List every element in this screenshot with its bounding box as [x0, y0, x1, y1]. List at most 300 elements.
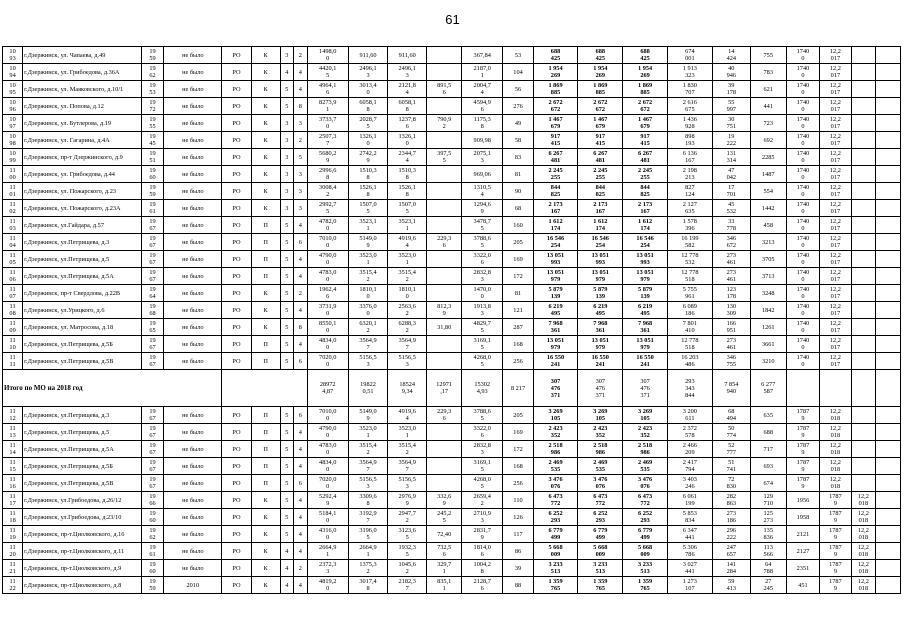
table-cell: 1740 0: [786, 115, 820, 132]
table-cell: 1 869 885: [623, 81, 668, 98]
total-cell: 8 217: [503, 370, 533, 407]
table-cell: 4268,0 5: [462, 475, 503, 492]
table-cell: 6 779 499: [533, 526, 578, 543]
table-cell: 10 94: [3, 64, 23, 81]
table-cell: 5: [294, 149, 307, 166]
address-cell: г.Дзержинск, ул. Пожарского, д.23А: [23, 200, 142, 217]
table-cell: 126: [503, 509, 533, 526]
table-cell: [876, 577, 901, 594]
table-cell: 2128,7 6: [462, 577, 503, 594]
table-cell: 1 578 396: [667, 217, 712, 234]
table-cell: 3523,0 1: [388, 424, 427, 441]
table-cell: 12,2 017: [820, 319, 851, 336]
table-cell: 4: [294, 492, 307, 509]
table-cell: 2004,7 4: [462, 81, 503, 98]
table-cell: 19 67: [141, 424, 163, 441]
table-cell: 6: [294, 234, 307, 251]
table-cell: 12,2 017: [820, 251, 851, 268]
table-cell: 273 461: [712, 251, 750, 268]
address-cell: г.Дзержинск, ул. Пожарского, д.23: [23, 183, 142, 200]
table-cell: 5 306 786: [667, 543, 712, 560]
table-cell: 1487: [750, 166, 786, 183]
table-cell: 7 801 410: [667, 319, 712, 336]
table-row: [3, 441, 901, 458]
table-cell: 11 14: [3, 441, 23, 458]
table-cell: 1294,6 9: [462, 200, 503, 217]
table-cell: 10 98: [3, 132, 23, 149]
table-cell: не было: [164, 132, 222, 149]
address-cell: г.Дзержинск, ул. Попова, д.12: [23, 98, 142, 115]
table-cell: РО: [222, 115, 251, 132]
address-cell: г.Дзержинск, пр-т Дзержинского, д.9: [23, 149, 142, 166]
table-cell: 1740 0: [786, 285, 820, 302]
table-row: [3, 475, 901, 492]
table-cell: 68 494: [712, 407, 750, 424]
table-cell: [876, 132, 901, 149]
table-cell: К: [251, 132, 280, 149]
table-cell: [851, 302, 876, 319]
address-cell: г.Дзержинск, ул.Урицкого, д.6: [23, 302, 142, 319]
table-cell: не было: [164, 475, 222, 492]
table-cell: 6288,3 2: [388, 319, 427, 336]
table-cell: 282 863: [712, 492, 750, 509]
table-cell: 4783,0 0: [307, 268, 348, 285]
table-cell: 3713: [750, 268, 786, 285]
table-cell: 1 359 765: [623, 577, 668, 594]
table-cell: 3: [280, 166, 293, 183]
table-cell: 4: [294, 526, 307, 543]
table-cell: 81: [503, 285, 533, 302]
table-cell: 1787 9: [786, 475, 820, 492]
table-cell: 11 16: [3, 475, 23, 492]
table-row: [3, 217, 901, 234]
table-cell: 3192,9 7: [348, 509, 387, 526]
table-cell: 4: [294, 577, 307, 594]
table-cell: 2 245 255: [533, 166, 578, 183]
table-cell: 3 476 076: [533, 475, 578, 492]
table-cell: 130 309: [712, 302, 750, 319]
table-cell: 6 473 772: [578, 492, 623, 509]
table-cell: 1787 9: [820, 492, 851, 509]
table-cell: 5: [280, 302, 293, 319]
table-cell: не было: [164, 268, 222, 285]
table-cell: 68: [503, 200, 533, 217]
table-cell: 19 67: [141, 336, 163, 353]
table-cell: 2: [294, 560, 307, 577]
table-cell: 5: [280, 336, 293, 353]
table-cell: 909,98: [462, 132, 503, 149]
table-cell: не было: [164, 81, 222, 98]
table-row: [3, 183, 901, 200]
table-cell: 11 03: [3, 217, 23, 234]
table-cell: 911,60: [388, 47, 427, 64]
table-cell: 12,2 017: [820, 115, 851, 132]
table-cell: [876, 268, 901, 285]
table-cell: [876, 166, 901, 183]
table-cell: П: [251, 353, 280, 370]
table-cell: РО: [222, 509, 251, 526]
table-cell: 7 968 361: [578, 319, 623, 336]
table-cell: [876, 234, 901, 251]
table-cell: 110: [503, 492, 533, 509]
table-cell: 6 347 441: [667, 526, 712, 543]
table-cell: 898 193: [667, 132, 712, 149]
table-cell: 3169,1 5: [462, 458, 503, 475]
table-row: [3, 424, 901, 441]
table-cell: 3: [280, 149, 293, 166]
table-cell: [427, 268, 462, 285]
table-cell: 2 173 167: [623, 200, 668, 217]
table-cell: [876, 526, 901, 543]
table-cell: 5184,1 0: [307, 509, 348, 526]
table-cell: 1787 9: [820, 526, 851, 543]
table-cell: 12,2 017: [820, 302, 851, 319]
table-cell: 1740 0: [786, 268, 820, 285]
table-cell: 4919,6 4: [388, 407, 427, 424]
table-cell: 129 710: [750, 492, 786, 509]
table-cell: 1787 9: [820, 577, 851, 594]
table-cell: [427, 353, 462, 370]
table-cell: [876, 149, 901, 166]
table-cell: 3 476 076: [623, 475, 668, 492]
table-cell: 2 173 167: [533, 200, 578, 217]
table-cell: 247 657: [712, 543, 750, 560]
table-cell: 332,6 9: [427, 492, 462, 509]
table-cell: [876, 492, 901, 509]
table-cell: [876, 200, 901, 217]
table-cell: 917 415: [533, 132, 578, 149]
table-cell: 2496,1 3: [388, 64, 427, 81]
table-cell: 1810,1 0: [388, 285, 427, 302]
table-cell: РО: [222, 64, 251, 81]
table-cell: РО: [222, 132, 251, 149]
table-cell: РО: [222, 302, 251, 319]
table-cell: К: [251, 302, 280, 319]
table-cell: 2 173 167: [578, 200, 623, 217]
table-cell: 3: [280, 47, 293, 64]
table-cell: 2742,2 9: [348, 149, 387, 166]
table-cell: не было: [164, 149, 222, 166]
table-cell: 8273,9 1: [307, 98, 348, 115]
table-cell: 11 11: [3, 353, 23, 370]
table-cell: 1 467 679: [578, 115, 623, 132]
table-cell: 6058,1 8: [388, 98, 427, 115]
table-body-2017: [3, 47, 901, 370]
page-number: 61: [445, 12, 460, 27]
table-cell: 3733,7 0: [307, 115, 348, 132]
table-cell: 5680,2 9: [307, 149, 348, 166]
table-cell: 5292,4 9: [307, 492, 348, 509]
table-cell: 4964,1 6: [307, 81, 348, 98]
table-cell: 12,2 018: [851, 509, 876, 526]
table-cell: 1310,5 4: [462, 183, 503, 200]
table-cell: К: [251, 285, 280, 302]
table-cell: П: [251, 336, 280, 353]
table-cell: 2996,6 8: [307, 166, 348, 183]
table-row: [3, 302, 901, 319]
table-cell: 1740 0: [786, 251, 820, 268]
table-cell: 11 22: [3, 577, 23, 594]
table-cell: 3 233 513: [623, 560, 668, 577]
table-cell: 6 219 495: [623, 302, 668, 319]
table-cell: 1 612 174: [623, 217, 668, 234]
total-cell: 28972 4,87: [307, 370, 348, 407]
table-cell: 5 879 139: [533, 285, 578, 302]
table-cell: 3564,9 7: [388, 458, 427, 475]
table-cell: 1175,3 8: [462, 115, 503, 132]
table-row: [3, 149, 901, 166]
table-cell: 17 701: [712, 183, 750, 200]
total-cell: 293 343 844: [667, 370, 712, 407]
table-cell: 166 951: [712, 319, 750, 336]
table-cell: 5156,5 3: [388, 475, 427, 492]
table-cell: 1237,8 6: [388, 115, 427, 132]
table-cell: К: [251, 509, 280, 526]
table-cell: 4: [280, 577, 293, 594]
table-cell: 2 518 986: [623, 441, 668, 458]
table-row: [3, 234, 901, 251]
table-cell: 229,3 6: [427, 234, 462, 251]
table-cell: 135 836: [750, 526, 786, 543]
table-cell: 635: [750, 407, 786, 424]
table-cell: 19 59: [141, 577, 163, 594]
table-cell: 3523,0 1: [348, 424, 387, 441]
table-cell: 12,2 018: [820, 458, 851, 475]
table-cell: 16 546 254: [623, 234, 668, 251]
table-cell: 1470,0 0: [462, 285, 503, 302]
table-cell: не было: [164, 526, 222, 543]
table-cell: 1842: [750, 302, 786, 319]
table-cell: 329,7 1: [427, 560, 462, 577]
table-cell: 6: [294, 407, 307, 424]
address-cell: г.Дзержинск, пр-т.Циолковского, д.16: [23, 526, 142, 543]
table-cell: 5: [280, 285, 293, 302]
table-cell: [851, 81, 876, 98]
table-cell: 2659,4 2: [462, 492, 503, 509]
table-cell: 2 469 535: [623, 458, 668, 475]
table-cell: 1740 0: [786, 166, 820, 183]
table-cell: 1740 0: [786, 81, 820, 98]
table-cell: 11 18: [3, 509, 23, 526]
table-cell: не было: [164, 98, 222, 115]
table-cell: 3515,4 2: [388, 268, 427, 285]
table-cell: 19 62: [141, 526, 163, 543]
address-cell: г.Дзержинск, ул.Петрищева, д.5: [23, 251, 142, 268]
table-cell: 3196,0 5: [348, 526, 387, 543]
table-cell: 1787 9: [820, 560, 851, 577]
table-cell: 1 869 885: [578, 81, 623, 98]
table-cell: 2127: [786, 543, 820, 560]
address-cell: г.Дзержинск, пр-т.Циолковского, д.11: [23, 543, 142, 560]
table-cell: 172: [503, 268, 533, 285]
table-cell: 5: [280, 98, 293, 115]
table-cell: 1510,3 8: [348, 166, 387, 183]
table-cell: [876, 543, 901, 560]
table-cell: РО: [222, 285, 251, 302]
table-cell: 205: [503, 407, 533, 424]
table-cell: 3: [294, 166, 307, 183]
table-cell: не было: [164, 424, 222, 441]
table-cell: 4829,7 5: [462, 319, 503, 336]
table-cell: 3788,6 5: [462, 234, 503, 251]
table-row: [3, 407, 901, 424]
table-cell: 969,06: [462, 166, 503, 183]
table-cell: 2563,6 2: [388, 302, 427, 319]
total-cell: 307 476 371: [623, 370, 668, 407]
table-cell: К: [251, 115, 280, 132]
table-cell: 16 550 241: [533, 353, 578, 370]
table-cell: 11 00: [3, 166, 23, 183]
table-cell: 1787 9: [786, 458, 820, 475]
table-cell: 7010,0 0: [307, 234, 348, 251]
table-cell: 10 96: [3, 98, 23, 115]
table-cell: 3017,4 8: [348, 577, 387, 594]
table-cell: 1787 9: [786, 424, 820, 441]
table-cell: 19 55: [141, 115, 163, 132]
table-cell: 2 518 986: [578, 441, 623, 458]
table-cell: 19 65: [141, 319, 163, 336]
table-cell: 2075,1 3: [462, 149, 503, 166]
table-cell: 256: [503, 353, 533, 370]
table-cell: 3169,1 5: [462, 336, 503, 353]
table-cell: [876, 475, 901, 492]
table-cell: 19 60: [141, 560, 163, 577]
table-cell: 5: [280, 526, 293, 543]
table-cell: [876, 407, 901, 424]
table-cell: 4: [280, 543, 293, 560]
table-cell: 19 61: [141, 200, 163, 217]
table-cell: 441: [750, 98, 786, 115]
table-cell: 835,1 1: [427, 577, 462, 594]
table-cell: 11 19: [3, 526, 23, 543]
table-cell: [427, 424, 462, 441]
table-cell: 911,60: [348, 47, 387, 64]
table-cell: 5: [280, 475, 293, 492]
table-cell: 5 755 961: [667, 285, 712, 302]
table-cell: 2 423 352: [578, 424, 623, 441]
table-cell: 755: [750, 47, 786, 64]
table-cell: 6 252 293: [578, 509, 623, 526]
table-cell: [851, 353, 876, 370]
table-cell: 3248: [750, 285, 786, 302]
table-cell: [851, 217, 876, 234]
table-cell: 2285: [750, 149, 786, 166]
table-cell: 11 07: [3, 285, 23, 302]
table-cell: 19 67: [141, 407, 163, 424]
table-cell: 4783,0 0: [307, 441, 348, 458]
table-cell: [427, 98, 462, 115]
address-cell: г.Дзержинск, ул. Бутлерова, д.19: [23, 115, 142, 132]
table-cell: [851, 115, 876, 132]
table-body-2018: [3, 407, 901, 594]
table-cell: 1 436 928: [667, 115, 712, 132]
table-cell: 4790,0 0: [307, 251, 348, 268]
table-cell: 19 67: [141, 458, 163, 475]
address-cell: г.Дзержинск, ул.Петрищева, д.5Б: [23, 336, 142, 353]
table-cell: 1740 0: [786, 183, 820, 200]
table-cell: 2 198 213: [667, 166, 712, 183]
table-cell: 1787 9: [786, 441, 820, 458]
table-cell: 1 869 885: [533, 81, 578, 98]
table-cell: 4268,0 5: [462, 353, 503, 370]
table-cell: 1740 0: [786, 200, 820, 217]
table-cell: 5: [280, 268, 293, 285]
table-cell: 844 825: [623, 183, 668, 200]
table-cell: 12,2 017: [820, 81, 851, 98]
table-cell: 19 67: [141, 353, 163, 370]
address-cell: г.Дзержинск, ул.Петрищева, д.3: [23, 234, 142, 251]
table-cell: К: [251, 183, 280, 200]
table-cell: 40 946: [712, 64, 750, 81]
table-cell: 33 778: [712, 217, 750, 234]
table-cell: 6 473 772: [623, 492, 668, 509]
table-cell: 39 178: [712, 81, 750, 98]
table-cell: 13 051 979: [578, 336, 623, 353]
table-cell: 812,3 9: [427, 302, 462, 319]
table-cell: 6 267 481: [533, 149, 578, 166]
table-cell: 1261: [750, 319, 786, 336]
table-cell: РО: [222, 183, 251, 200]
table-cell: не было: [164, 353, 222, 370]
table-cell: [427, 64, 462, 81]
table-cell: 3: [280, 132, 293, 149]
table-cell: 346 755: [712, 353, 750, 370]
table-cell: 19 59: [141, 47, 163, 64]
table-cell: РО: [222, 407, 251, 424]
table-row: [3, 81, 901, 98]
table-cell: 2: [294, 132, 307, 149]
table-cell: [851, 183, 876, 200]
table-cell: К: [251, 81, 280, 98]
table-cell: 49: [503, 115, 533, 132]
table-cell: 717: [750, 441, 786, 458]
table-cell: РО: [222, 560, 251, 577]
table-cell: 3 233 513: [533, 560, 578, 577]
table-cell: 19 60: [141, 166, 163, 183]
table-cell: 276: [503, 98, 533, 115]
table-cell: 1740 0: [786, 98, 820, 115]
table-cell: 16 203 486: [667, 353, 712, 370]
table-cell: 12,2 018: [851, 577, 876, 594]
table-cell: 2947,7 2: [388, 509, 427, 526]
table-cell: 11 01: [3, 183, 23, 200]
table-cell: 5 668 009: [533, 543, 578, 560]
table-cell: П: [251, 475, 280, 492]
table-cell: 2976,9 9: [388, 492, 427, 509]
table-cell: 1740 0: [786, 217, 820, 234]
table-cell: 1 467 679: [533, 115, 578, 132]
table-cell: 5: [280, 81, 293, 98]
table-cell: РО: [222, 458, 251, 475]
table-cell: 205: [503, 234, 533, 251]
table-cell: 3564,9 7: [348, 458, 387, 475]
table-cell: [427, 200, 462, 217]
table-cell: 1740 0: [786, 132, 820, 149]
table-cell: 1326,1 0: [348, 132, 387, 149]
table-cell: 7020,0 0: [307, 475, 348, 492]
table-cell: РО: [222, 166, 251, 183]
table-cell: 8550,1 0: [307, 319, 348, 336]
table-cell: [851, 424, 876, 441]
table-row: [3, 353, 901, 370]
table-cell: [851, 132, 876, 149]
table-cell: 131 314: [712, 149, 750, 166]
table-cell: 621: [750, 81, 786, 98]
table-cell: 6 473 772: [533, 492, 578, 509]
table-cell: 844 825: [578, 183, 623, 200]
table-cell: П: [251, 251, 280, 268]
table-cell: 12,2 017: [820, 268, 851, 285]
